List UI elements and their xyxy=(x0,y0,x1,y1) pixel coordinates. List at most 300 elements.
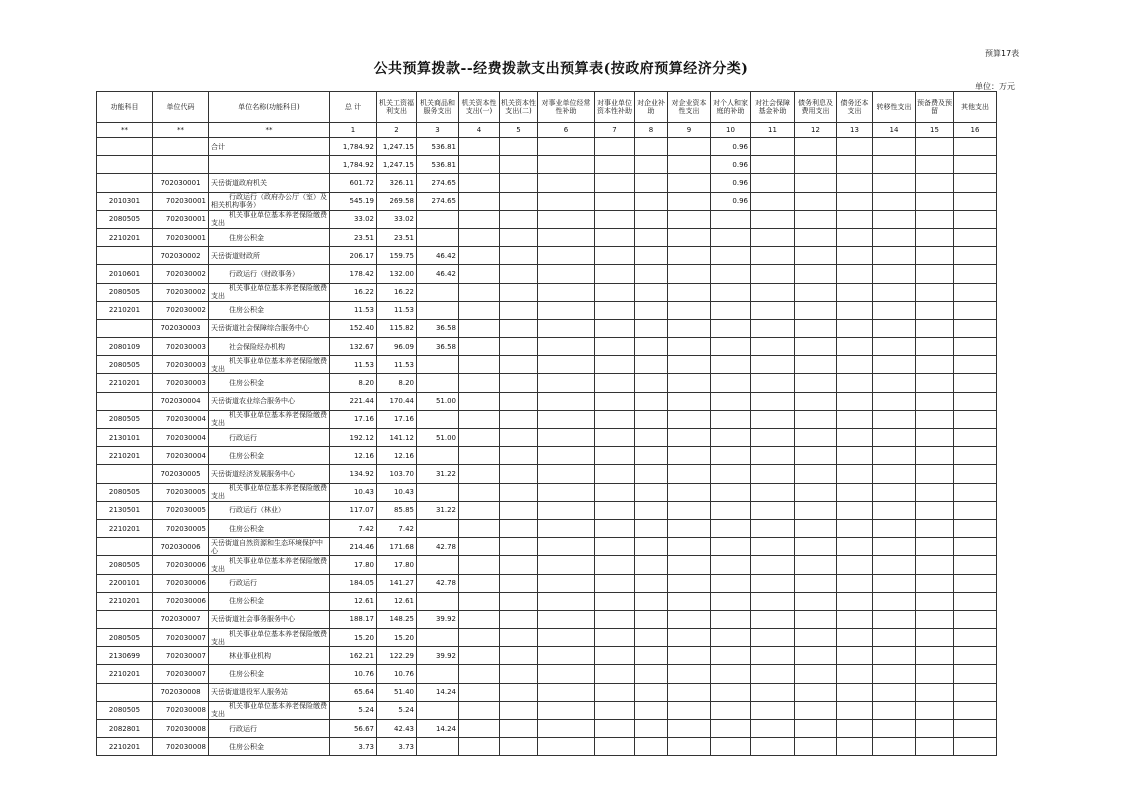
unit-name-cell xyxy=(209,556,330,574)
total-cell: 17.80 xyxy=(330,556,377,574)
table-row xyxy=(97,192,997,210)
empty-cell xyxy=(668,720,711,738)
empty-cell xyxy=(873,738,916,756)
unit-code-cell: 702030002 xyxy=(153,265,209,283)
empty-cell xyxy=(635,629,668,647)
goods-services-cell xyxy=(417,629,459,647)
function-code-cell xyxy=(97,319,153,337)
personal-subsidy-cell xyxy=(711,392,751,410)
empty-cell xyxy=(837,501,873,519)
empty-cell xyxy=(751,228,795,246)
unit-code-cell xyxy=(153,138,209,156)
empty-cell xyxy=(595,138,635,156)
unit-name-text: 行政运行 xyxy=(229,579,257,588)
unit-code-cell: 702030005 xyxy=(153,465,209,483)
wage-cell: 12.16 xyxy=(377,447,417,465)
empty-cell xyxy=(538,538,595,556)
index-cell: ** xyxy=(97,123,153,138)
empty-cell xyxy=(837,592,873,610)
empty-cell xyxy=(635,138,668,156)
column-header: 机关资本性支出(一) xyxy=(459,92,500,123)
empty-cell xyxy=(873,174,916,192)
unit-name-text: 机关事业单位基本养老保险缴费支出 xyxy=(211,411,327,428)
function-code-cell xyxy=(97,156,153,174)
column-header: 对企业补助 xyxy=(635,92,668,123)
empty-cell xyxy=(668,374,711,392)
empty-cell xyxy=(837,156,873,174)
index-cell: 7 xyxy=(595,123,635,138)
empty-cell xyxy=(635,519,668,537)
total-cell: 117.07 xyxy=(330,501,377,519)
unit-name-text: 天岳街道社会事务服务中心 xyxy=(211,615,295,624)
empty-cell xyxy=(795,483,837,501)
table-row xyxy=(97,356,997,374)
empty-cell xyxy=(873,701,916,719)
empty-cell xyxy=(916,156,954,174)
total-cell: 545.19 xyxy=(330,192,377,210)
empty-cell xyxy=(635,447,668,465)
unit-code-cell: 702030008 xyxy=(153,738,209,756)
goods-services-cell xyxy=(417,283,459,301)
unit-name-text: 机关事业单位基本养老保险缴费支出 xyxy=(211,356,327,373)
total-cell: 12.61 xyxy=(330,592,377,610)
unit-code-cell: 702030008 xyxy=(153,701,209,719)
table-row xyxy=(97,138,997,156)
empty-cell xyxy=(954,447,997,465)
empty-cell xyxy=(954,174,997,192)
empty-cell xyxy=(916,138,954,156)
empty-cell xyxy=(459,538,500,556)
table-row xyxy=(97,501,997,519)
empty-cell xyxy=(795,592,837,610)
empty-cell xyxy=(538,683,595,701)
column-header: 单位名称(功能科目) xyxy=(209,92,330,123)
empty-cell xyxy=(500,701,538,719)
unit-name-cell xyxy=(209,210,330,228)
function-code-cell: 2130501 xyxy=(97,501,153,519)
total-cell: 7.42 xyxy=(330,519,377,537)
empty-cell xyxy=(873,665,916,683)
unit-code-cell: 702030002 xyxy=(153,283,209,301)
function-code-cell xyxy=(97,610,153,628)
unit-name-cell xyxy=(209,683,330,701)
empty-cell xyxy=(668,538,711,556)
function-code-cell: 2210201 xyxy=(97,519,153,537)
unit-name-cell xyxy=(209,720,330,738)
unit-name-cell xyxy=(209,665,330,683)
unit-name-cell xyxy=(209,374,330,392)
empty-cell xyxy=(954,665,997,683)
empty-cell xyxy=(538,247,595,265)
empty-cell xyxy=(954,483,997,501)
table-row xyxy=(97,701,997,719)
empty-cell xyxy=(837,720,873,738)
unit-code-cell: 702030008 xyxy=(153,720,209,738)
empty-cell xyxy=(538,374,595,392)
goods-services-cell: 14.24 xyxy=(417,683,459,701)
unit-name-cell xyxy=(209,701,330,719)
wage-cell: 326.11 xyxy=(377,174,417,192)
wage-cell: 17.80 xyxy=(377,556,417,574)
empty-cell xyxy=(538,574,595,592)
unit-name-cell xyxy=(209,738,330,756)
unit-name-text: 机关事业单位基本养老保险缴费支出 xyxy=(211,211,327,228)
wage-cell: 159.75 xyxy=(377,247,417,265)
empty-cell xyxy=(500,138,538,156)
empty-cell xyxy=(459,501,500,519)
empty-cell xyxy=(837,174,873,192)
unit-code-cell: 702030006 xyxy=(153,556,209,574)
empty-cell xyxy=(795,610,837,628)
empty-cell xyxy=(635,701,668,719)
index-cell: 12 xyxy=(795,123,837,138)
empty-cell xyxy=(916,647,954,665)
unit-code-cell: 702030004 xyxy=(153,429,209,447)
empty-cell xyxy=(668,283,711,301)
empty-cell xyxy=(500,283,538,301)
wage-cell: 17.16 xyxy=(377,410,417,428)
empty-cell xyxy=(795,519,837,537)
empty-cell xyxy=(635,538,668,556)
empty-cell xyxy=(837,465,873,483)
unit-code-cell: 702030002 xyxy=(153,247,209,265)
empty-cell xyxy=(751,429,795,447)
unit-code-cell: 702030001 xyxy=(153,210,209,228)
empty-cell xyxy=(751,156,795,174)
empty-cell xyxy=(916,301,954,319)
empty-cell xyxy=(873,720,916,738)
personal-subsidy-cell xyxy=(711,319,751,337)
function-code-cell: 2210201 xyxy=(97,301,153,319)
personal-subsidy-cell xyxy=(711,610,751,628)
index-cell: ** xyxy=(153,123,209,138)
empty-cell xyxy=(595,665,635,683)
wage-cell: 1,247.15 xyxy=(377,138,417,156)
empty-cell xyxy=(595,192,635,210)
table-row xyxy=(97,210,997,228)
unit-name-cell xyxy=(209,228,330,246)
function-code-cell: 2082801 xyxy=(97,720,153,738)
empty-cell xyxy=(751,247,795,265)
empty-cell xyxy=(873,265,916,283)
empty-cell xyxy=(916,192,954,210)
unit-code-cell: 702030006 xyxy=(153,538,209,556)
empty-cell xyxy=(954,228,997,246)
total-cell: 206.17 xyxy=(330,247,377,265)
goods-services-cell xyxy=(417,483,459,501)
table-row xyxy=(97,738,997,756)
empty-cell xyxy=(635,283,668,301)
empty-cell xyxy=(916,174,954,192)
empty-cell xyxy=(538,392,595,410)
function-code-cell: 2080505 xyxy=(97,210,153,228)
empty-cell xyxy=(668,192,711,210)
empty-cell xyxy=(795,556,837,574)
index-cell: 11 xyxy=(751,123,795,138)
empty-cell xyxy=(538,701,595,719)
wage-cell: 42.43 xyxy=(377,720,417,738)
personal-subsidy-cell xyxy=(711,247,751,265)
empty-cell xyxy=(954,392,997,410)
empty-cell xyxy=(751,738,795,756)
empty-cell xyxy=(873,465,916,483)
empty-cell xyxy=(459,465,500,483)
unit-name-text: 机关事业单位基本养老保险缴费支出 xyxy=(211,556,327,573)
empty-cell xyxy=(873,374,916,392)
empty-cell xyxy=(459,610,500,628)
table-row xyxy=(97,319,997,337)
empty-cell xyxy=(595,447,635,465)
table-row xyxy=(97,683,997,701)
empty-cell xyxy=(595,501,635,519)
wage-cell: 15.20 xyxy=(377,629,417,647)
table-row xyxy=(97,574,997,592)
personal-subsidy-cell xyxy=(711,429,751,447)
table-row xyxy=(97,228,997,246)
empty-cell xyxy=(595,265,635,283)
empty-cell xyxy=(459,483,500,501)
function-code-cell: 2080109 xyxy=(97,338,153,356)
personal-subsidy-cell: 0.96 xyxy=(711,174,751,192)
empty-cell xyxy=(635,356,668,374)
total-cell: 221.44 xyxy=(330,392,377,410)
unit-name-text: 行政运行（财政事务） xyxy=(229,269,299,278)
empty-cell xyxy=(795,538,837,556)
goods-services-cell xyxy=(417,556,459,574)
empty-cell xyxy=(635,410,668,428)
empty-cell xyxy=(459,738,500,756)
empty-cell xyxy=(795,319,837,337)
unit-name-cell xyxy=(209,174,330,192)
empty-cell xyxy=(751,301,795,319)
unit-name-cell xyxy=(209,465,330,483)
wage-cell: 141.27 xyxy=(377,574,417,592)
empty-cell xyxy=(954,138,997,156)
empty-cell xyxy=(500,319,538,337)
total-cell: 23.51 xyxy=(330,228,377,246)
empty-cell xyxy=(500,574,538,592)
unit-name-cell xyxy=(209,283,330,301)
empty-cell xyxy=(595,538,635,556)
empty-cell xyxy=(916,610,954,628)
empty-cell xyxy=(954,519,997,537)
personal-subsidy-cell xyxy=(711,228,751,246)
empty-cell xyxy=(795,265,837,283)
empty-cell xyxy=(595,338,635,356)
empty-cell xyxy=(595,556,635,574)
unit-code-cell: 702030003 xyxy=(153,338,209,356)
personal-subsidy-cell xyxy=(711,301,751,319)
empty-cell xyxy=(837,629,873,647)
empty-cell xyxy=(500,610,538,628)
empty-cell xyxy=(500,665,538,683)
column-header: 对事业单位资本性补助 xyxy=(595,92,635,123)
empty-cell xyxy=(751,210,795,228)
unit-name-text: 机关事业单位基本养老保险缴费支出 xyxy=(211,702,327,719)
empty-cell xyxy=(916,338,954,356)
empty-cell xyxy=(916,683,954,701)
unit-name-text: 天岳街道财政所 xyxy=(211,251,260,260)
empty-cell xyxy=(873,228,916,246)
column-header: 单位代码 xyxy=(153,92,209,123)
goods-services-cell xyxy=(417,447,459,465)
unit-code-cell: 702030003 xyxy=(153,319,209,337)
wage-cell: 51.40 xyxy=(377,683,417,701)
empty-cell xyxy=(459,519,500,537)
empty-cell xyxy=(751,683,795,701)
empty-cell xyxy=(500,592,538,610)
empty-cell xyxy=(459,138,500,156)
empty-cell xyxy=(837,247,873,265)
empty-cell xyxy=(795,392,837,410)
empty-cell xyxy=(954,374,997,392)
empty-cell xyxy=(538,647,595,665)
empty-cell xyxy=(873,647,916,665)
form-number: 预算17表 xyxy=(985,49,1020,58)
total-cell: 56.67 xyxy=(330,720,377,738)
wage-cell: 10.76 xyxy=(377,665,417,683)
empty-cell xyxy=(668,665,711,683)
empty-cell xyxy=(837,556,873,574)
empty-cell xyxy=(916,410,954,428)
unit-name-text: 天岳街道政府机关 xyxy=(211,178,267,187)
empty-cell xyxy=(459,283,500,301)
unit-name-text: 林业事业机构 xyxy=(229,651,271,660)
empty-cell xyxy=(459,720,500,738)
wage-cell: 3.73 xyxy=(377,738,417,756)
goods-services-cell: 39.92 xyxy=(417,610,459,628)
unit-code-cell: 702030007 xyxy=(153,647,209,665)
empty-cell xyxy=(916,265,954,283)
empty-cell xyxy=(459,665,500,683)
unit-name-cell xyxy=(209,574,330,592)
empty-cell xyxy=(795,356,837,374)
empty-cell xyxy=(795,301,837,319)
empty-cell xyxy=(873,247,916,265)
function-code-cell: 2210201 xyxy=(97,738,153,756)
empty-cell xyxy=(459,629,500,647)
goods-services-cell: 536.81 xyxy=(417,156,459,174)
empty-cell xyxy=(500,429,538,447)
function-code-cell: 2210201 xyxy=(97,592,153,610)
total-cell: 162.21 xyxy=(330,647,377,665)
empty-cell xyxy=(538,665,595,683)
empty-cell xyxy=(668,701,711,719)
column-header: 预备费及预留 xyxy=(916,92,954,123)
empty-cell xyxy=(500,265,538,283)
empty-cell xyxy=(916,629,954,647)
wage-cell: 171.68 xyxy=(377,538,417,556)
column-header: 总 计 xyxy=(330,92,377,123)
unit-name-cell xyxy=(209,447,330,465)
unit-code-cell: 702030007 xyxy=(153,665,209,683)
goods-services-cell: 36.58 xyxy=(417,338,459,356)
total-cell: 12.16 xyxy=(330,447,377,465)
empty-cell xyxy=(837,228,873,246)
total-cell: 33.02 xyxy=(330,210,377,228)
column-header: 对社会保障基金补助 xyxy=(751,92,795,123)
empty-cell xyxy=(538,228,595,246)
total-cell: 192.12 xyxy=(330,429,377,447)
function-code-cell xyxy=(97,247,153,265)
empty-cell xyxy=(954,465,997,483)
empty-cell xyxy=(635,647,668,665)
unit-code-cell: 702030006 xyxy=(153,592,209,610)
empty-cell xyxy=(538,356,595,374)
unit-name-text: 住房公积金 xyxy=(229,379,264,388)
empty-cell xyxy=(837,701,873,719)
empty-cell xyxy=(795,574,837,592)
empty-cell xyxy=(500,392,538,410)
empty-cell xyxy=(595,283,635,301)
wage-cell: 33.02 xyxy=(377,210,417,228)
empty-cell xyxy=(635,720,668,738)
empty-cell xyxy=(459,683,500,701)
empty-cell xyxy=(837,301,873,319)
empty-cell xyxy=(873,210,916,228)
personal-subsidy-cell xyxy=(711,720,751,738)
unit-name-text: 天岳街道经济发展服务中心 xyxy=(211,469,295,478)
empty-cell xyxy=(595,629,635,647)
total-cell: 16.22 xyxy=(330,283,377,301)
total-cell: 17.16 xyxy=(330,410,377,428)
empty-cell xyxy=(954,647,997,665)
goods-services-cell xyxy=(417,519,459,537)
wage-cell: 11.53 xyxy=(377,301,417,319)
empty-cell xyxy=(795,683,837,701)
empty-cell xyxy=(595,174,635,192)
empty-cell xyxy=(635,319,668,337)
empty-cell xyxy=(873,392,916,410)
empty-cell xyxy=(916,465,954,483)
empty-cell xyxy=(751,519,795,537)
index-cell: 15 xyxy=(916,123,954,138)
empty-cell xyxy=(751,392,795,410)
unit-name-cell xyxy=(209,338,330,356)
wage-cell: 11.53 xyxy=(377,356,417,374)
unit-code-cell: 702030005 xyxy=(153,483,209,501)
empty-cell xyxy=(635,574,668,592)
empty-cell xyxy=(595,319,635,337)
empty-cell xyxy=(668,738,711,756)
empty-cell xyxy=(538,283,595,301)
personal-subsidy-cell xyxy=(711,410,751,428)
empty-cell xyxy=(500,501,538,519)
empty-cell xyxy=(668,610,711,628)
empty-cell xyxy=(459,301,500,319)
empty-cell xyxy=(873,683,916,701)
function-code-cell: 2130101 xyxy=(97,429,153,447)
column-header: 功能科目 xyxy=(97,92,153,123)
empty-cell xyxy=(668,592,711,610)
index-cell: 10 xyxy=(711,123,751,138)
empty-cell xyxy=(751,592,795,610)
unit-name-cell xyxy=(209,156,330,174)
wage-cell: 12.61 xyxy=(377,592,417,610)
empty-cell xyxy=(635,174,668,192)
empty-cell xyxy=(635,738,668,756)
empty-cell xyxy=(873,483,916,501)
empty-cell xyxy=(837,665,873,683)
goods-services-cell: 42.78 xyxy=(417,574,459,592)
empty-cell xyxy=(668,210,711,228)
empty-cell xyxy=(837,574,873,592)
total-cell: 8.20 xyxy=(330,374,377,392)
empty-cell xyxy=(538,720,595,738)
unit-code-cell: 702030006 xyxy=(153,574,209,592)
goods-services-cell: 42.78 xyxy=(417,538,459,556)
unit-name-text: 天岳街道社会保障综合服务中心 xyxy=(211,324,309,333)
